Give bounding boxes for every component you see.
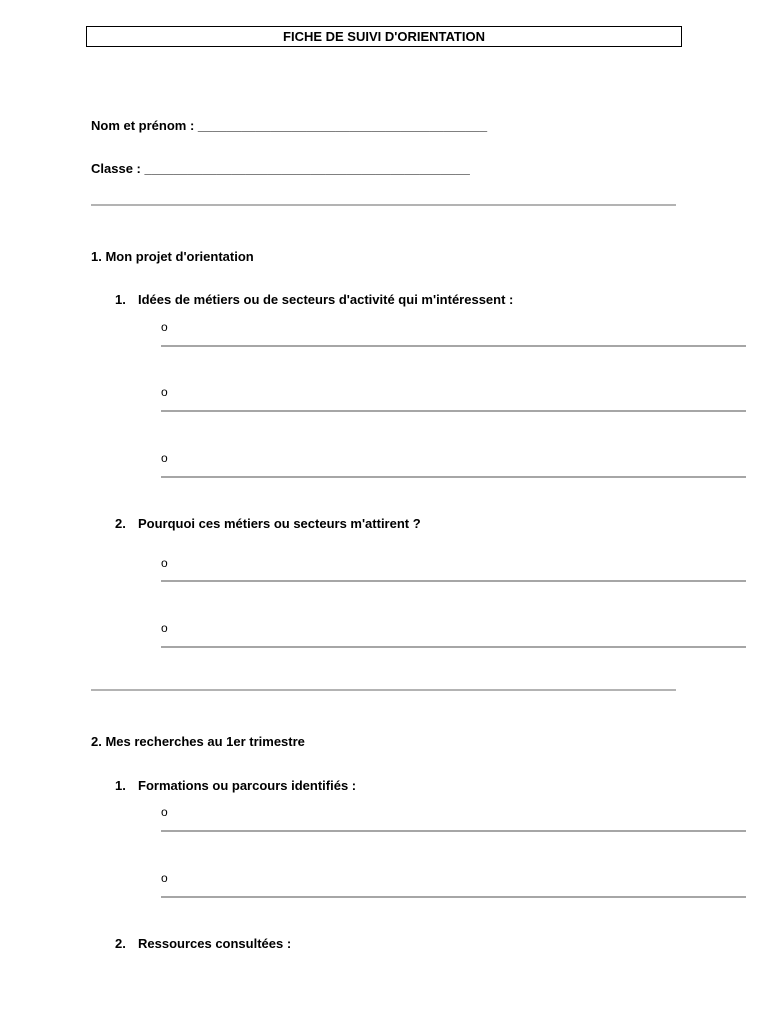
answer-bullet: o — [161, 556, 168, 570]
section-divider — [91, 204, 676, 206]
answer-bullet: o — [161, 385, 168, 399]
document-title: FICHE DE SUIVI D'ORIENTATION — [86, 26, 682, 47]
answer-bullet: o — [161, 451, 168, 465]
answer-bullet: o — [161, 871, 168, 885]
question-text: Idées de métiers ou de secteurs d'activité qui m'intéressent : — [138, 292, 514, 307]
question-text: Pourquoi ces métiers ou secteurs m'attirent ? — [138, 516, 421, 531]
answer-bullet: o — [161, 805, 168, 819]
question-number: 2. — [115, 936, 126, 951]
section2-heading: 2. Mes recherches au 1er trimestre — [91, 734, 305, 749]
answer-line — [161, 476, 746, 478]
answer-bullet: o — [161, 621, 168, 635]
answer-bullet: o — [161, 320, 168, 334]
question-number: 2. — [115, 516, 126, 531]
answer-line — [161, 345, 746, 347]
class-field-label: Classe : _____________________________________________ — [91, 161, 470, 176]
question-number: 1. — [115, 778, 126, 793]
answer-line — [161, 410, 746, 412]
name-field-label: Nom et prénom : ________________________________________ — [91, 118, 488, 133]
question-number: 1. — [115, 292, 126, 307]
section-divider — [91, 689, 676, 691]
answer-line — [161, 830, 746, 832]
answer-line — [161, 646, 746, 648]
answer-line — [161, 580, 746, 582]
answer-line — [161, 896, 746, 898]
question-text: Formations ou parcours identifiés : — [138, 778, 357, 793]
section1-heading: 1. Mon projet d'orientation — [91, 249, 254, 264]
question-text: Ressources consultées : — [138, 936, 292, 951]
